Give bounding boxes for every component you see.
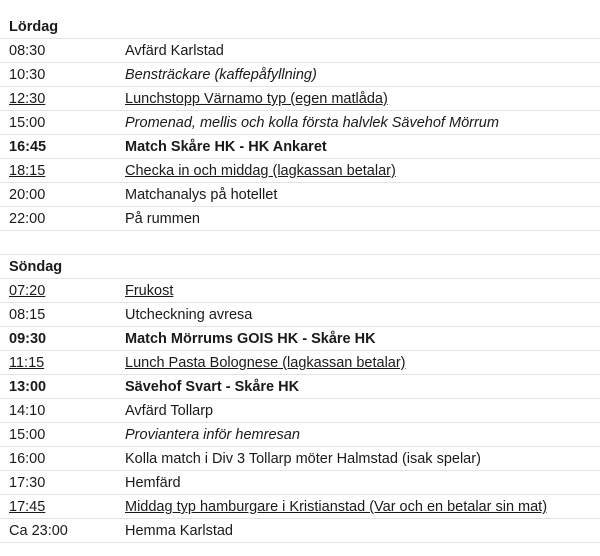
activity-cell: Checka in och middag (lagkassan betalar) (125, 163, 396, 179)
activity-cell: Frukost (125, 283, 174, 299)
time-cell: 10:30 (9, 67, 46, 83)
time-cell: 17:30 (9, 475, 46, 491)
activity-cell: Hemma Karlstad (125, 523, 233, 539)
schedule-row[interactable] (0, 494, 600, 519)
saturday-header-row[interactable] (0, 14, 600, 39)
time-cell: 08:15 (9, 307, 46, 323)
time-cell: Ca 23:00 (9, 523, 68, 539)
activity-cell: Utcheckning avresa (125, 307, 253, 323)
schedule-row[interactable] (0, 374, 600, 399)
time-cell: 12:30 (9, 91, 46, 107)
schedule-row[interactable] (0, 158, 600, 183)
time-cell: 14:10 (9, 403, 46, 419)
time-cell: 15:00 (9, 115, 46, 131)
activity-cell: Lunchstopp Värnamo typ (egen matlåda) (125, 91, 388, 107)
activity-cell: Promenad, mellis och kolla första halvlek Sävehof Mörrum (125, 115, 499, 131)
time-cell: 15:00 (9, 427, 46, 443)
schedule-row[interactable] (0, 446, 600, 471)
schedule-row[interactable] (0, 302, 600, 327)
time-cell: 16:00 (9, 451, 46, 467)
day-title: Söndag (9, 259, 63, 275)
activity-cell: Avfärd Tollarp (125, 403, 214, 419)
activity-cell: Sävehof Svart - Skåre HK (125, 379, 300, 395)
activity-cell: Match Skåre HK - HK Ankaret (125, 139, 327, 155)
schedule-row[interactable] (0, 326, 600, 351)
schedule-row[interactable] (0, 518, 600, 543)
schedule-row[interactable] (0, 470, 600, 495)
time-cell: 20:00 (9, 187, 46, 203)
schedule-row[interactable] (0, 398, 600, 423)
time-cell: 22:00 (9, 211, 46, 227)
activity-cell: Middag typ hamburgare i Kristianstad (Var och en betalar sin mat) (125, 499, 548, 515)
schedule-row[interactable] (0, 422, 600, 447)
schedule-row[interactable] (0, 182, 600, 207)
schedule-row[interactable] (0, 110, 600, 135)
activity-cell: Avfärd Karlstad (125, 43, 224, 59)
time-cell: 16:45 (9, 139, 47, 155)
time-cell: 09:30 (9, 331, 47, 347)
activity-cell: Proviantera inför hemresan (125, 427, 300, 443)
activity-cell: Match Mörrums GOIS HK - Skåre HK (125, 331, 376, 347)
schedule-row[interactable] (0, 86, 600, 111)
schedule-row[interactable] (0, 350, 600, 375)
sunday-header-row[interactable] (0, 254, 600, 279)
time-cell: 13:00 (9, 379, 47, 395)
activity-cell: Bensträckare (kaffepåfyllning) (125, 67, 317, 83)
schedule-row[interactable] (0, 134, 600, 159)
time-cell: 11:15 (9, 355, 45, 371)
activity-cell: Lunch Pasta Bolognese (lagkassan betalar) (125, 355, 406, 371)
time-cell: 17:45 (9, 499, 46, 515)
empty-row[interactable] (0, 230, 600, 255)
time-cell: 18:15 (9, 163, 46, 179)
time-cell: 07:20 (9, 283, 46, 299)
schedule-row[interactable] (0, 206, 600, 231)
activity-cell: På rummen (125, 211, 200, 227)
activity-cell: Matchanalys på hotellet (125, 187, 278, 203)
schedule-row[interactable] (0, 62, 600, 87)
day-title: Lördag (9, 19, 59, 35)
schedule-row[interactable] (0, 38, 600, 63)
time-cell: 08:30 (9, 43, 46, 59)
schedule-row[interactable] (0, 278, 600, 303)
activity-cell: Kolla match i Div 3 Tollarp möter Halmstad (isak spelar) (125, 451, 481, 467)
activity-cell: Hemfärd (125, 475, 181, 491)
